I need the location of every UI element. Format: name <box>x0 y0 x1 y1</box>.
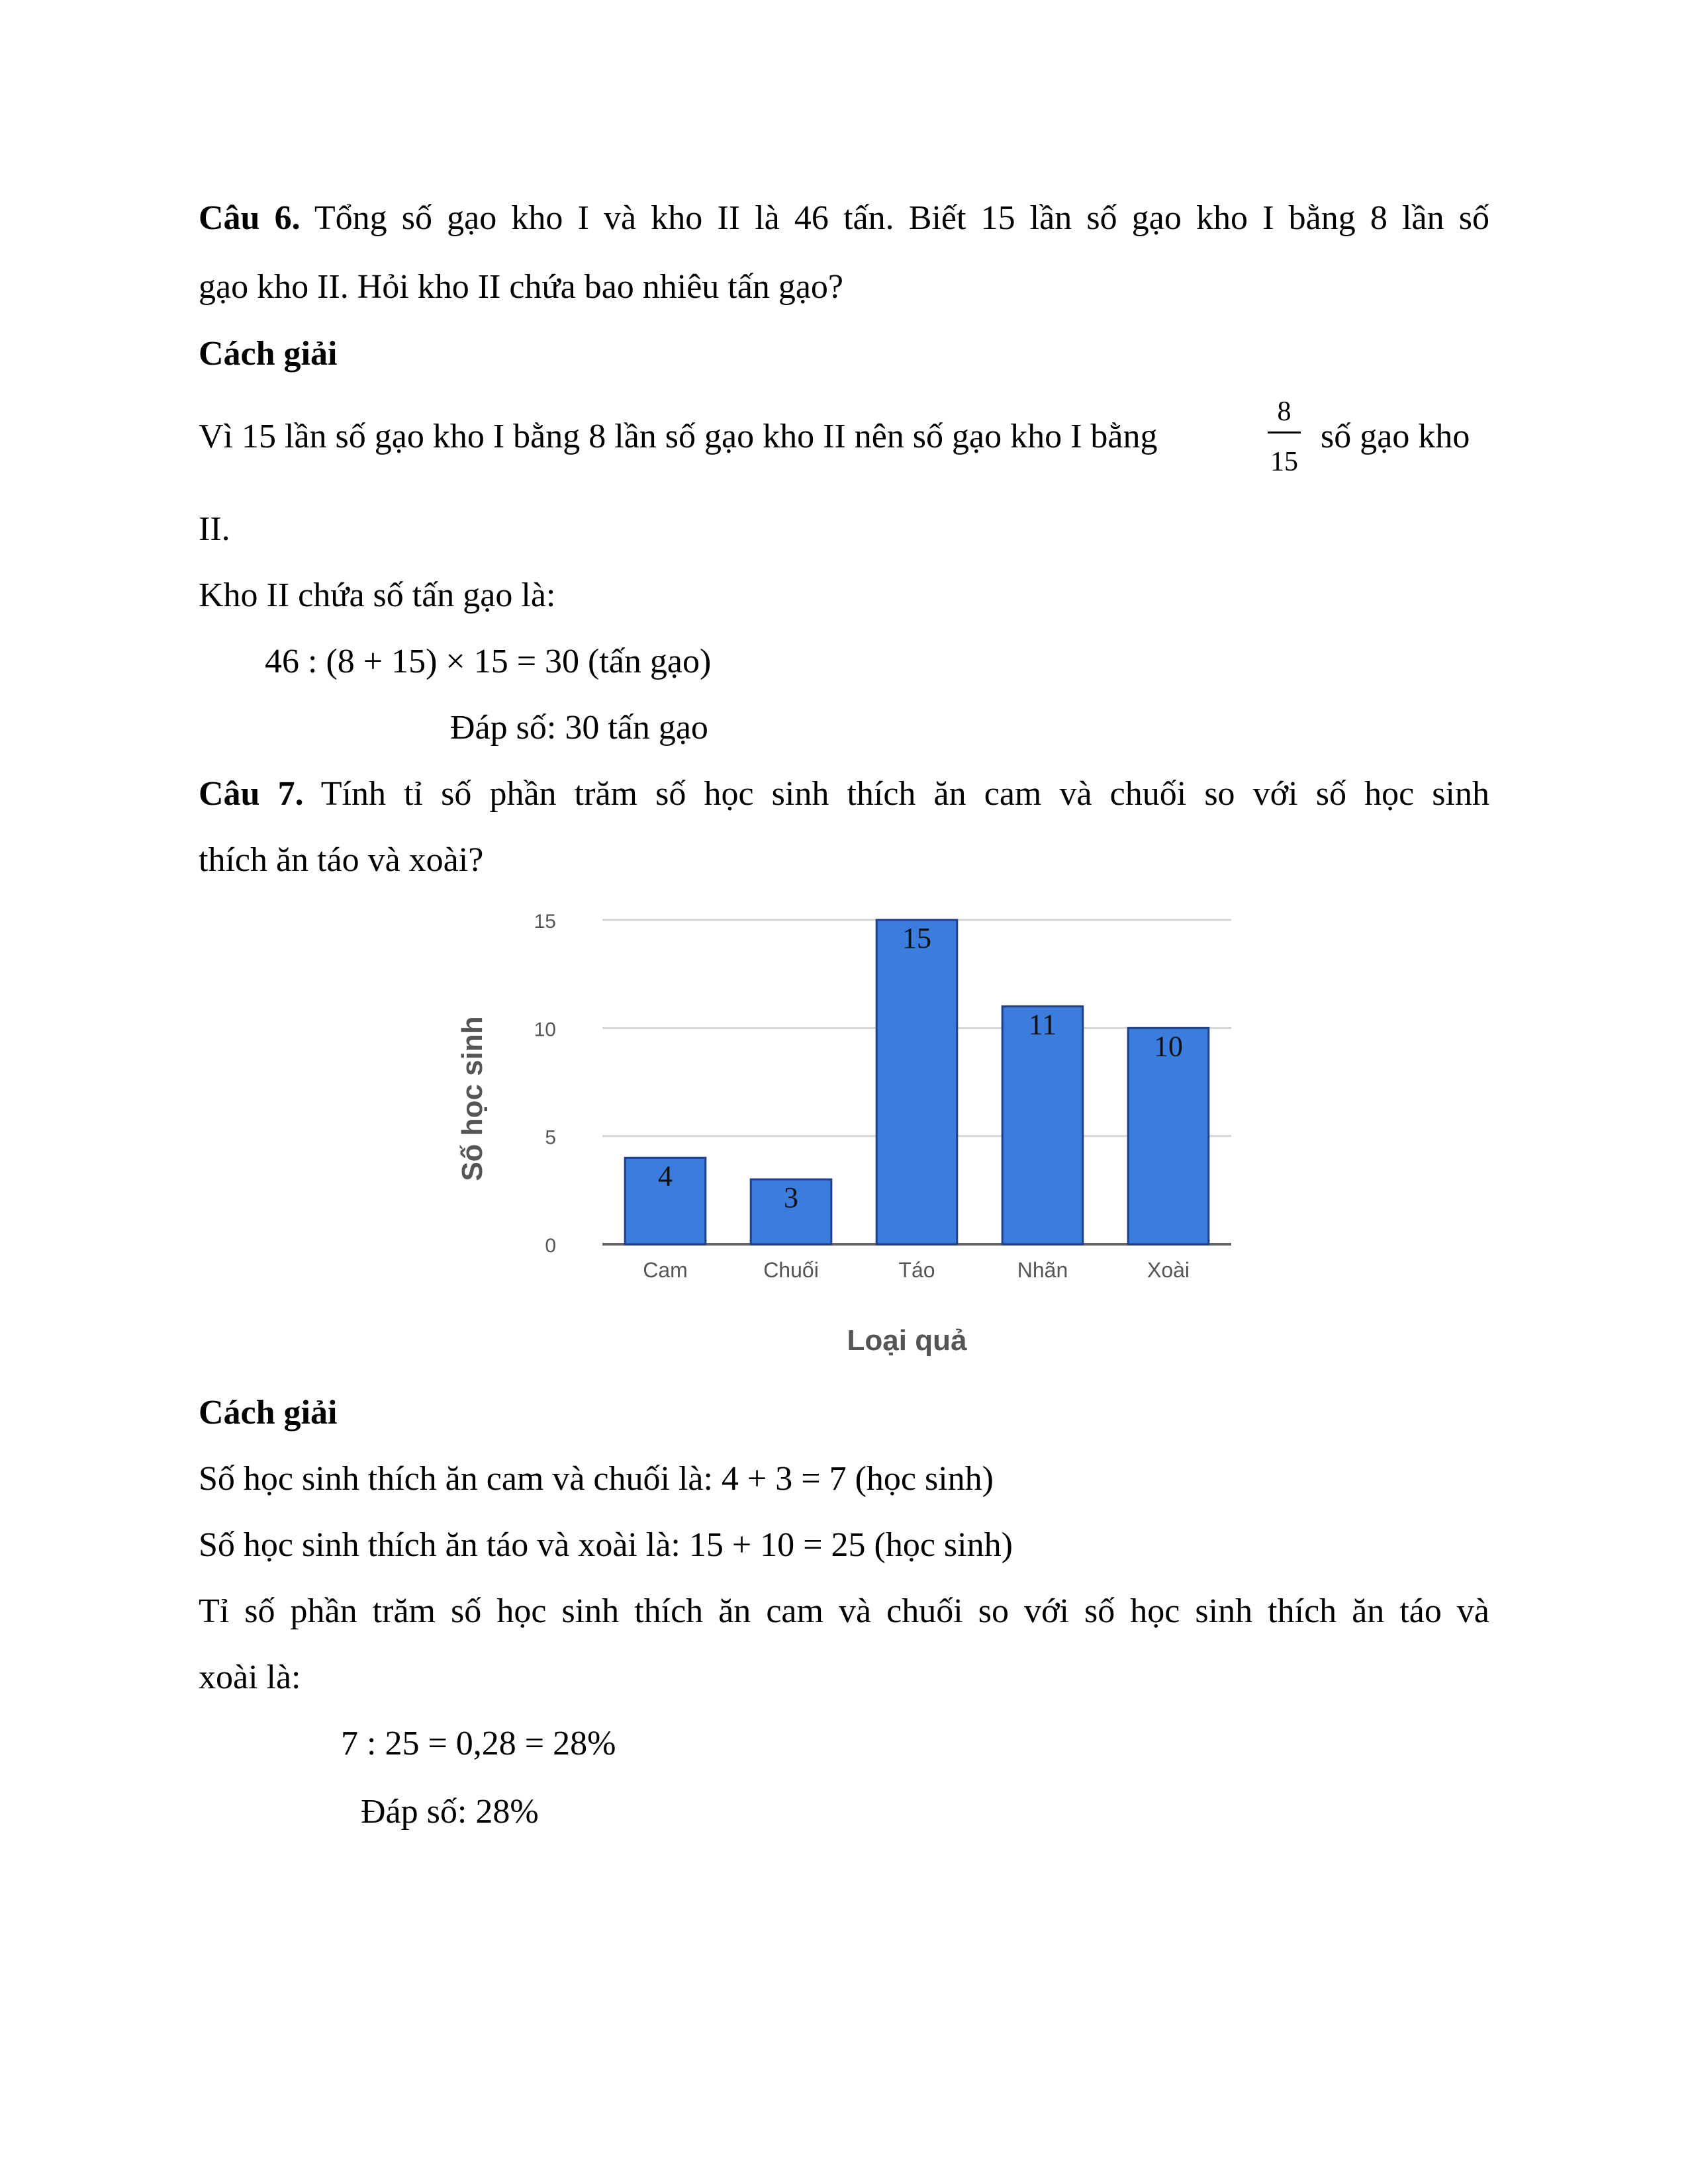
chart-category-label: Chuối <box>763 1258 819 1282</box>
chart-y-tick-label: 10 <box>534 1019 556 1041</box>
q6-question-line-2: gạo kho II. Hỏi kho II chứa bao nhiêu tấn gạo? <box>199 268 843 306</box>
fraction-denominator: 15 <box>1270 447 1298 477</box>
chart-category-labels <box>643 1258 1190 1282</box>
chart-category-label: Táo <box>898 1258 935 1282</box>
q7-solution-line-2: Số học sinh thích ăn táo và xoài là: 15 + 10 = 25 (học sinh) <box>199 1526 1013 1564</box>
chart-y-tick-label: 15 <box>534 911 556 933</box>
chart-y-axis-title: Số học sinh <box>456 1016 489 1181</box>
chart-bar <box>876 920 957 1244</box>
fraction-bar <box>1268 432 1301 433</box>
q6-answer: Đáp số: 30 tấn gạo <box>450 709 708 747</box>
chart-category-label: Nhãn <box>1017 1258 1068 1282</box>
q6-question-text-1: Tổng số gạo kho I và kho II là 46 tấn. Biết 15 lần số gạo kho I bằng 8 lần số <box>300 199 1489 237</box>
q6-question-line-1 <box>199 199 1489 238</box>
chart-x-axis-title: Loại quả <box>847 1324 967 1357</box>
q7-calculation: 7 : 25 = 0,28 = 28% <box>341 1725 616 1762</box>
q6-solution-line-1b: số gạo kho <box>1321 418 1470 455</box>
q6-solution-line-1a: Vì 15 lần số gạo kho I bằng 8 lần số gạo kho II nên số gạo kho I bằng <box>199 418 1158 455</box>
q7-question-line-1 <box>199 774 1489 814</box>
q7-question-line-2: thích ăn táo và xoài? <box>199 841 484 879</box>
chart-y-ticks <box>534 911 556 1257</box>
q7-solution-line-4: xoài là: <box>199 1659 301 1696</box>
chart-category-label: Xoài <box>1147 1258 1190 1282</box>
q6-solution-heading: Cách giải <box>199 335 338 373</box>
q7-solution-line-3: Tỉ số phần trăm số học sinh thích ăn cam và chuối so với số học sinh thích ăn táo và <box>199 1592 1489 1630</box>
chart-data-label: 15 <box>902 922 931 954</box>
chart-bar <box>1002 1007 1083 1244</box>
q7-solution-line-1: Số học sinh thích ăn cam và chuối là: 4 + 3 = 7 (học sinh) <box>199 1460 994 1498</box>
q6-calculation: 46 : (8 + 15) × 15 = 30 (tấn gạo) <box>265 643 712 680</box>
q6-solution-line-3: Kho II chứa số tấn gạo là: <box>199 576 556 614</box>
fraction-numerator: 8 <box>1277 396 1291 427</box>
chart-data-label: 10 <box>1154 1030 1183 1063</box>
chart-data-label: 3 <box>784 1181 798 1214</box>
q7-label: Câu 7. <box>199 775 304 813</box>
chart-data-label: 4 <box>658 1160 673 1193</box>
chart-data-label: 11 <box>1028 1008 1057 1041</box>
q6-solution-line-2: II. <box>199 510 230 548</box>
chart-y-tick-label: 0 <box>545 1235 556 1257</box>
bar-chart <box>450 900 1244 1377</box>
chart-bars <box>625 920 1209 1244</box>
chart-category-label: Cam <box>643 1258 688 1282</box>
chart-y-tick-label: 5 <box>545 1126 556 1149</box>
q7-answer: Đáp số: 28% <box>361 1793 539 1831</box>
q7-solution-heading: Cách giải <box>199 1394 338 1432</box>
q7-question-text-1: Tính tỉ số phần trăm số học sinh thích ăn cam và chuối so với số học sinh <box>303 775 1489 813</box>
q6-label: Câu 6. <box>199 199 301 237</box>
